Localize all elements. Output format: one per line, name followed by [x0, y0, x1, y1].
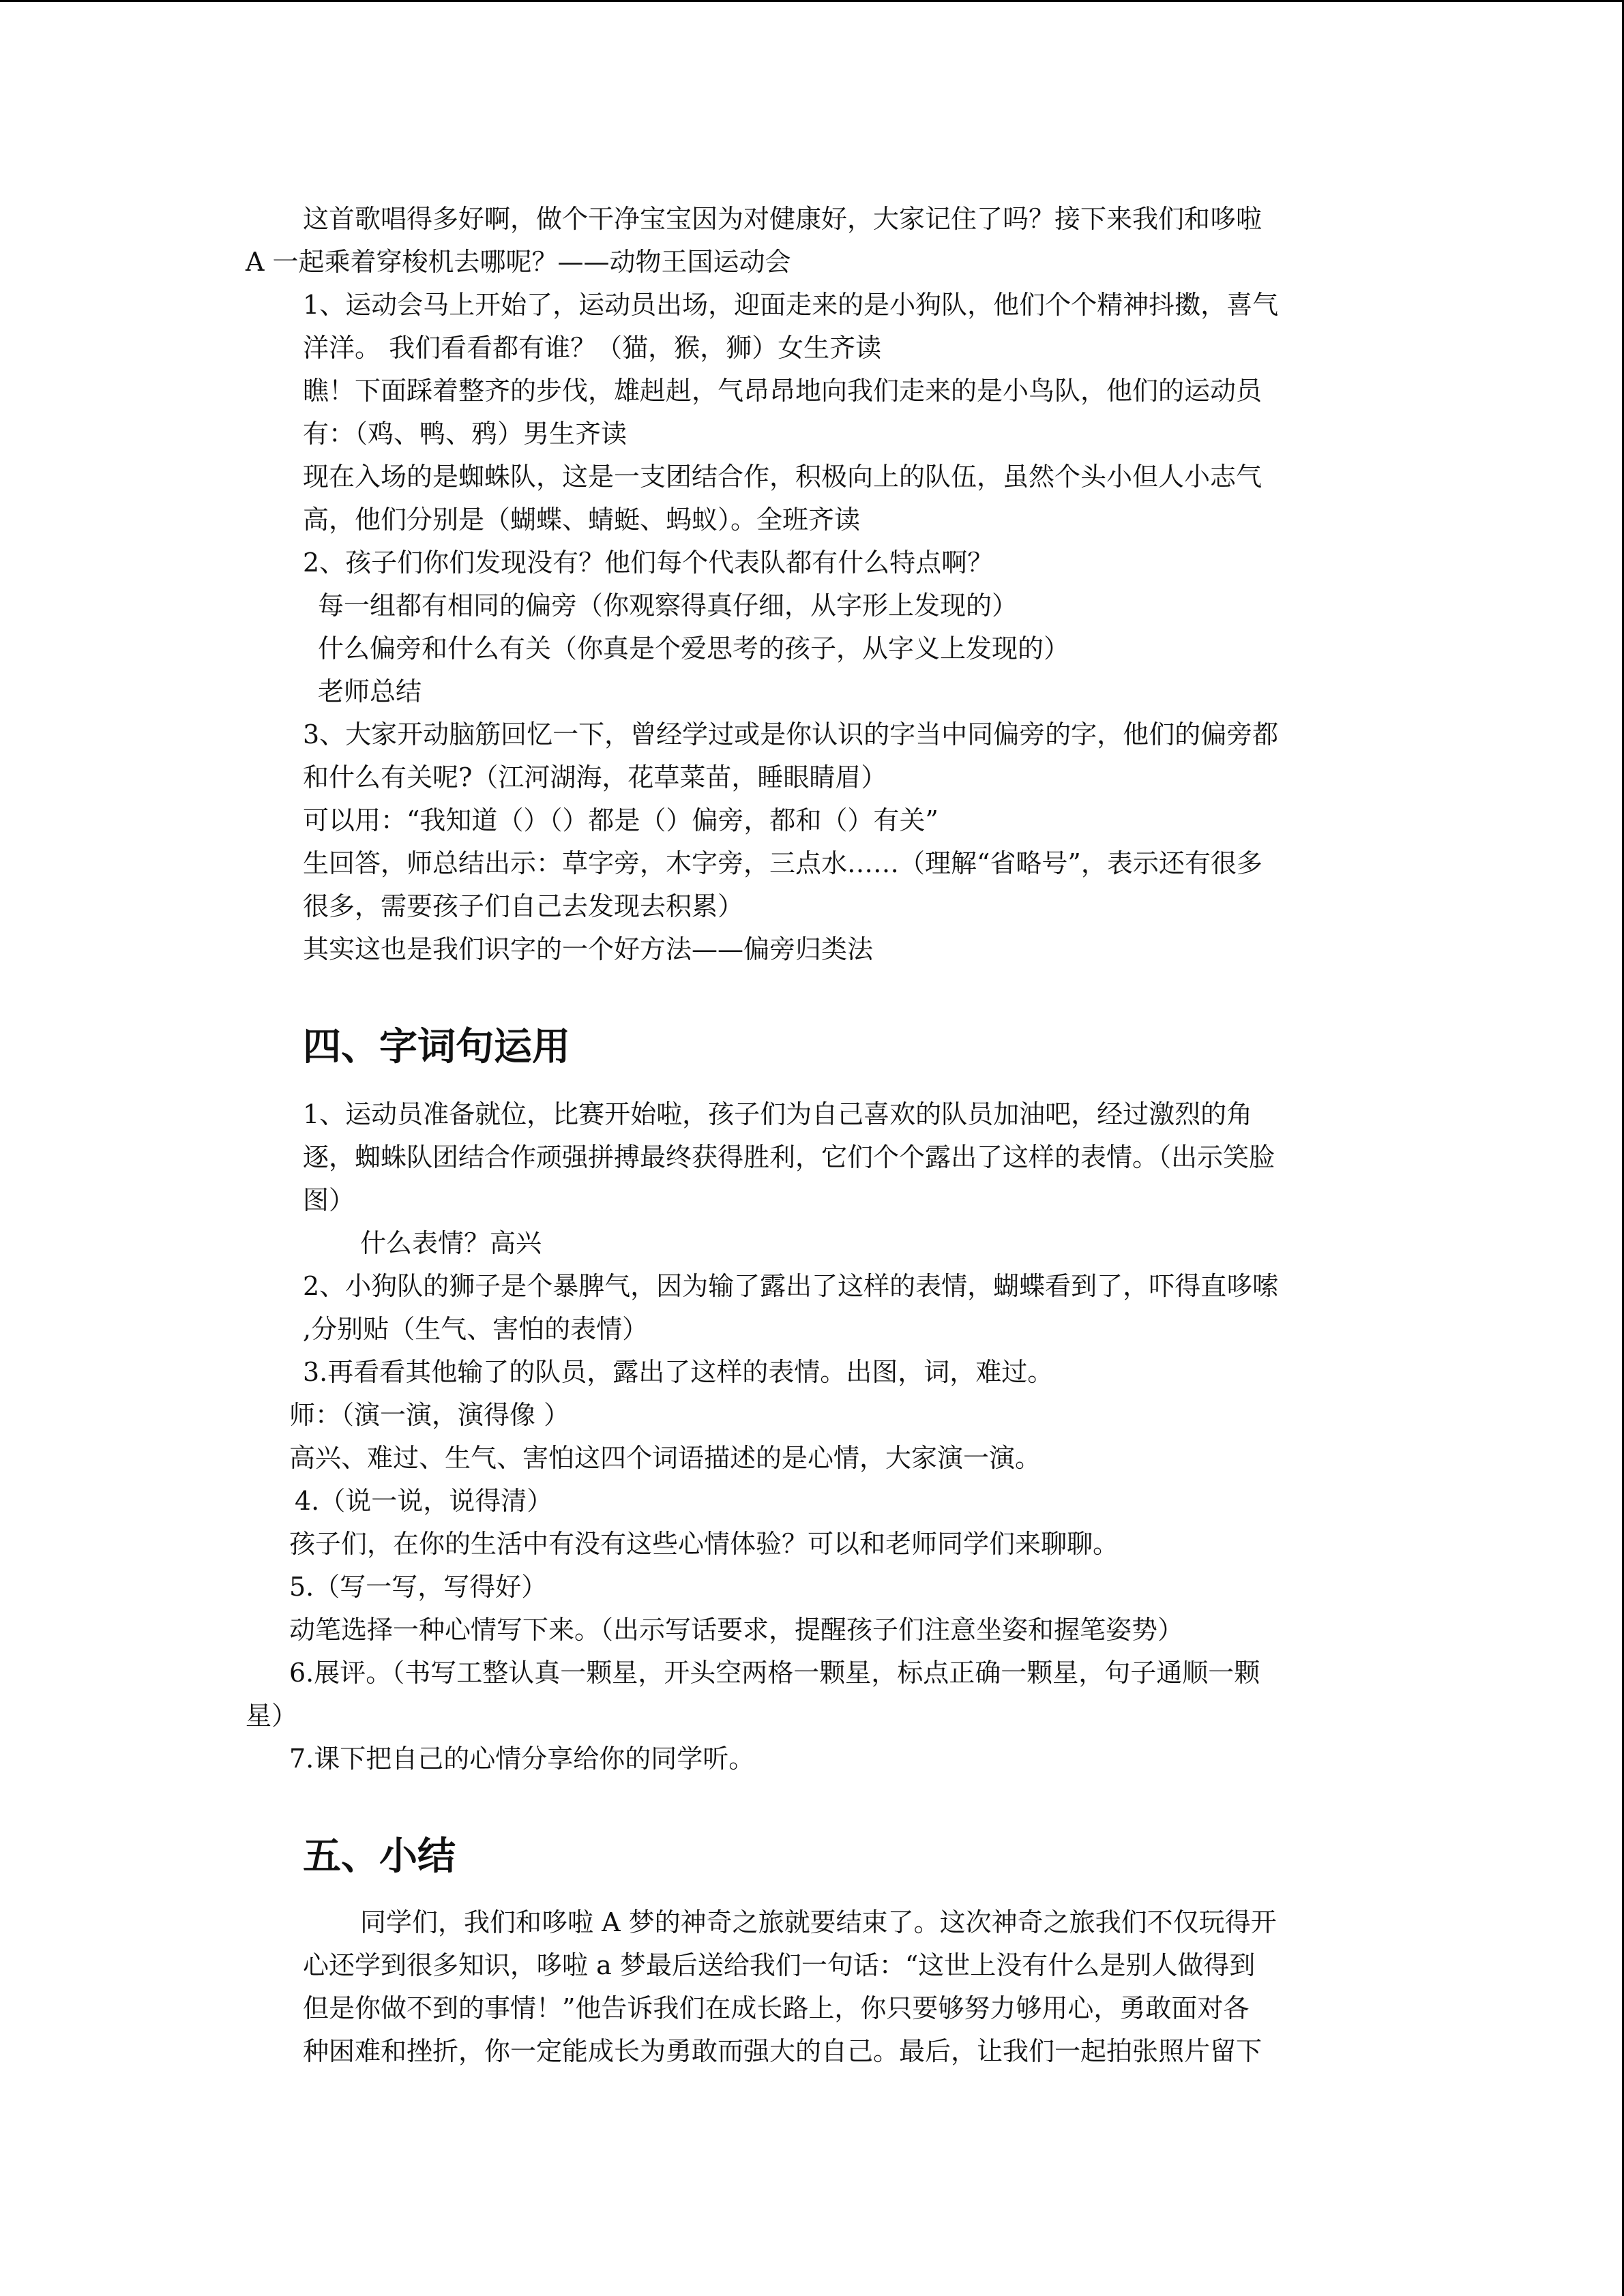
paragraph-line: A 一起乘着穿梭机去哪呢？——动物王国运动会 — [246, 247, 791, 277]
paragraph-line: 3.再看看其他输了的队员，露出了这样的表情。出图，词，难过。 — [303, 1357, 1054, 1387]
paragraph-line: 3、大家开动脑筋回忆一下，曾经学过或是你认识的字当中同偏旁的字，他们的偏旁都 — [303, 719, 1279, 749]
paragraph-line: 6.展评。（书写工整认真一颗星，开头空两格一颗星，标点正确一颗星，句子通顺一颗 — [289, 1658, 1260, 1688]
paragraph-line: 动笔选择一种心情写下来。（出示写话要求，提醒孩子们注意坐姿和握笔姿势） — [289, 1615, 1184, 1645]
paragraph-line: 1、运动会马上开始了，运动员出场，迎面走来的是小狗队，他们个个精神抖擞，喜气 — [303, 290, 1279, 320]
paragraph-line: 星） — [246, 1701, 298, 1731]
paragraph-line: 同学们，我们和哆啦 A 梦的神奇之旅就要结束了。这次神奇之旅我们不仅玩得开 — [360, 1907, 1277, 1937]
paragraph-line: 心还学到很多知识，哆啦 a 梦最后送给我们一句话：“这世上没有什么是别人做得到 — [303, 1950, 1256, 1980]
paragraph-line: 图） — [303, 1185, 355, 1215]
paragraph-line: 有：（鸡、鸭、鸦）男生齐读 — [303, 419, 628, 449]
section-heading: 五、小结 — [303, 1834, 456, 1879]
paragraph-line: ,分别贴（生气、害怕的表情） — [303, 1314, 649, 1344]
paragraph-line: 这首歌唱得多好啊，做个干净宝宝因为对健康好，大家记住了吗？接下来我们和哆啦 — [303, 204, 1263, 234]
paragraph-line: 生回答，师总结出示：草字旁，木字旁，三点水……（理解“省略号”，表示还有很多 — [303, 848, 1263, 878]
paragraph-line: 5.（写一写，写得好） — [289, 1572, 548, 1602]
paragraph-line: 老师总结 — [318, 676, 422, 706]
paragraph-line: 4.（说一说，说得清） — [295, 1486, 553, 1516]
paragraph-line: 但是你做不到的事情！”他告诉我们在成长路上，你只要够努力够用心，勇敢面对各 — [303, 1993, 1250, 2023]
paragraph-line: 现在入场的是蜘蛛队，这是一支团结合作，积极向上的队伍，虽然个头小但人小志气 — [303, 462, 1263, 492]
paragraph-line: 1、运动员准备就位，比赛开始啦，孩子们为自己喜欢的队员加油吧，经过激烈的角 — [303, 1099, 1253, 1129]
paragraph-line: 和什么有关呢?（江河湖海，花草菜苗，睡眼睛眉） — [303, 762, 887, 792]
section-heading: 四、字词句运用 — [303, 1025, 570, 1069]
paragraph-line: 可以用：“我知道（）（）都是（）偏旁，都和（）有关” — [303, 805, 939, 835]
paragraph-line: 7.课下把自己的心情分享给你的同学听。 — [289, 1744, 755, 1774]
paragraph-line: 孩子们，在你的生活中有没有这些心情体验？可以和老师同学们来聊聊。 — [289, 1529, 1119, 1559]
paragraph-line: 种困难和挫折，你一定能成长为勇敢而强大的自己。最后，让我们一起拍张照片留下 — [303, 2036, 1263, 2066]
paragraph-line: 师：（演一演，演得像 ） — [289, 1400, 570, 1430]
paragraph-line: 逐，蜘蛛队团结合作顽强拼搏最终获得胜利，它们个个露出了这样的表情。（出示笑脸 — [303, 1142, 1275, 1172]
paragraph-line: 什么表情？高兴 — [360, 1228, 542, 1258]
paragraph-line: 很多，需要孩子们自己去发现去积累） — [303, 891, 744, 921]
paragraph-line: 高兴、难过、生气、害怕这四个词语描述的是心情，大家演一演。 — [289, 1443, 1042, 1473]
paragraph-line: 高，他们分别是（蝴蝶、蜻蜓、蚂蚁）。全班齐读 — [303, 505, 861, 535]
paragraph-line: 什么偏旁和什么有关（你真是个爱思考的孩子，从字义上发现的） — [318, 633, 1070, 664]
paragraph-line: 洋洋。 我们看看都有谁？（猫，猴，狮）女生齐读 — [303, 333, 882, 363]
paragraph-line: 2、孩子们你们发现没有？他们每个代表队都有什么特点啊？ — [303, 548, 994, 578]
paragraph-line: 瞧！下面踩着整齐的步伐，雄赳赳，气昂昂地向我们走来的是小鸟队，他们的运动员 — [303, 376, 1263, 406]
page-top-border — [0, 0, 1624, 2]
paragraph-line: 2、小狗队的狮子是个暴脾气，因为输了露出了这样的表情，蝴蝶看到了，吓得直哆嗦 — [303, 1271, 1279, 1301]
paragraph-line: 每一组都有相同的偏旁（你观察得真仔细，从字形上发现的） — [318, 591, 1018, 621]
paragraph-line: 其实这也是我们识字的一个好方法——偏旁归类法 — [303, 934, 874, 964]
